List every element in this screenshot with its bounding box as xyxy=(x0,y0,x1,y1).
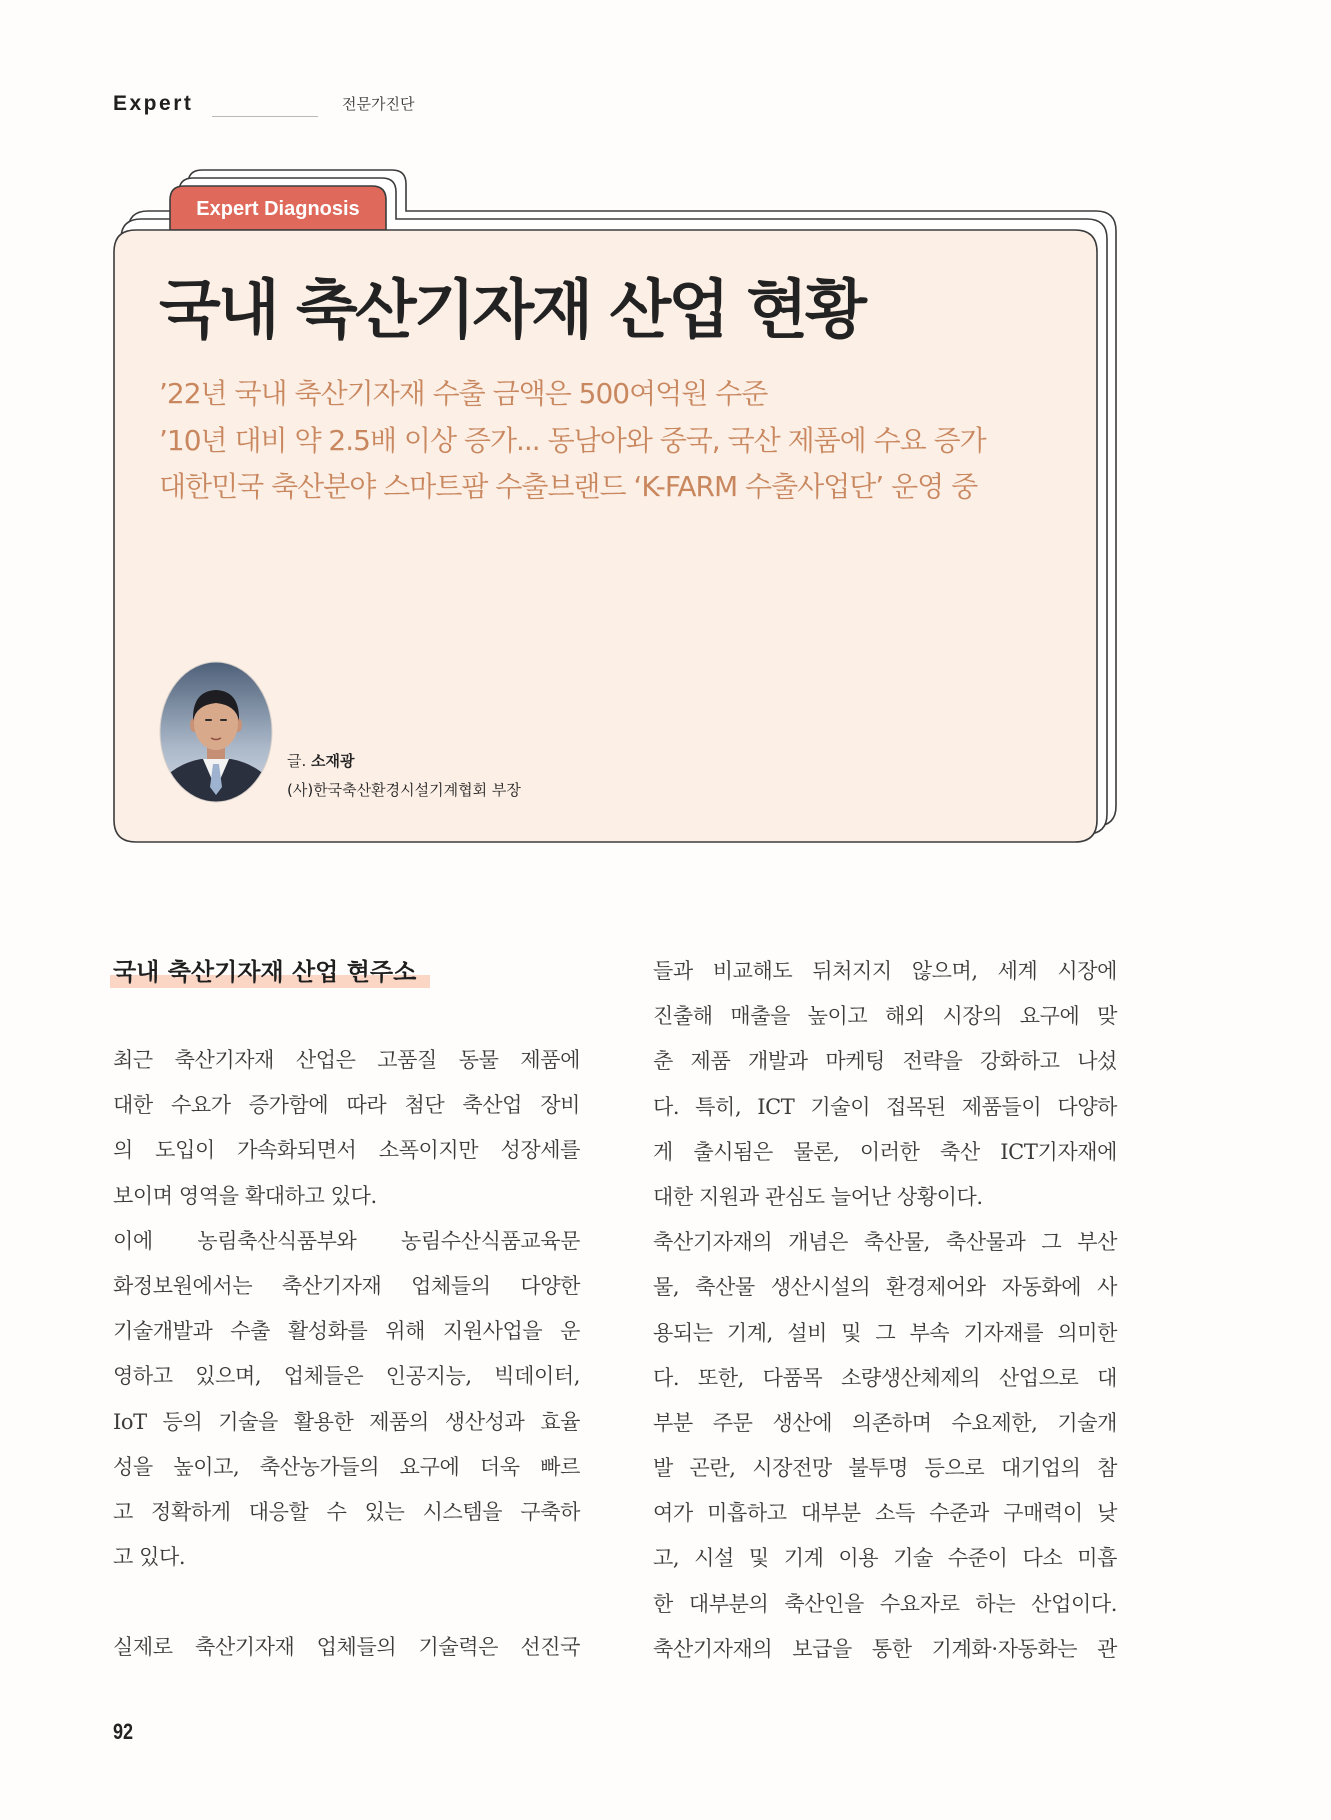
text-line: 춘 제품 개발과 마케팅 전략을 강화하고 나섰 xyxy=(653,1049,1117,1074)
text-line: IoT 등의 기술을 활용한 제품의 생산성과 효율 xyxy=(113,1409,580,1434)
right-column xyxy=(653,949,1117,1672)
text-line: 물, 축산물 생산시설의 환경제어와 자동화에 사 xyxy=(653,1275,1117,1300)
author-byline xyxy=(287,751,355,771)
subtitle-line: ’22년 국내 축산기자재 수출 금액은 500여억원 수준 xyxy=(159,377,768,410)
text-line: 진출해 매출을 높이고 해외 시장의 요구에 맞 xyxy=(653,1004,1117,1029)
text-line: 의 도입이 가속화되면서 소폭이지만 성장세를 xyxy=(113,1138,580,1163)
text-line: 들과 비교해도 뒤처지지 않으며, 세계 시장에 xyxy=(653,959,1117,983)
text-line: 여가 미흡하고 대부분 소득 수준과 구매력이 낮 xyxy=(653,1501,1117,1526)
subtitle-list xyxy=(159,371,1089,511)
text-line: 대한 수요가 증가함에 따라 첨단 축산업 장비 xyxy=(113,1093,580,1118)
text-line: 이에 농림축산식품부와 농림수산식품교육문 xyxy=(113,1228,580,1253)
text-line: 기술개발과 수출 활성화를 위해 지원사업을 운 xyxy=(113,1319,580,1344)
text-line: 대한 지원과 관심도 늘어난 상황이다. xyxy=(653,1184,983,1209)
subtitle-line: 대한민국 축산분야 스마트팜 수출브랜드 ‘K-FARM 수출사업단’ 운영 중 xyxy=(159,470,978,503)
author-affiliation: (사)한국축산환경시설기계협회 부장 xyxy=(287,781,521,799)
text-line: 실제로 축산기자재 업체들의 기술력은 선진국 xyxy=(113,1635,580,1660)
text-line: 게 출시됨은 물론, 이러한 축산 ICT기자재에 xyxy=(653,1139,1117,1164)
text-line: 성을 높이고, 축산농가들의 요구에 더욱 빠르 xyxy=(113,1454,580,1479)
text-line: 부분 주문 생산에 의존하며 수요제한, 기술개 xyxy=(653,1410,1117,1435)
tab-label: Expert Diagnosis xyxy=(196,197,360,220)
text-line: 축산기자재의 개념은 축산물, 축산물과 그 부산 xyxy=(653,1230,1117,1255)
text-line: 용되는 기계, 설비 및 그 부속 기자재를 의미한 xyxy=(653,1320,1117,1345)
text-line: 다. 특히, ICT 기술이 접목된 제품들이 다양하 xyxy=(653,1094,1117,1119)
text-line: 고 정확하게 대응할 수 있는 시스템을 구축하 xyxy=(113,1499,580,1524)
article-title: 국내 축산기자재 산업 현황 xyxy=(159,274,864,348)
section-heading: 국내 축산기자재 산업 현주소 xyxy=(110,953,430,991)
left-column xyxy=(113,1038,580,1671)
paragraph-gap xyxy=(113,1580,580,1625)
subtitle-line: ’10년 대비 약 2.5배 이상 증가... 동남아와 중국, 국산 제품에 수요 증가 xyxy=(159,423,986,457)
text-line: 최근 축산기자재 산업은 고품질 동물 제품에 xyxy=(113,1048,580,1072)
text-line: 고 있다. xyxy=(113,1545,186,1570)
text-line: 한 대부분의 축산인을 수요자로 하는 산업이다. xyxy=(653,1591,1117,1616)
text-line: 발 곤란, 시장전망 불투명 등으로 대기업의 참 xyxy=(653,1456,1117,1481)
section-title: 전문가진단 xyxy=(342,95,415,113)
page-number: 92 xyxy=(113,1719,134,1744)
text-line: 보이며 영역을 확대하고 있다. xyxy=(113,1183,377,1208)
text-line: 다. 또한, 다품목 소량생산체제의 산업으로 대 xyxy=(653,1365,1117,1390)
text-line: 영하고 있으며, 업체들은 인공지능, 빅데이터, xyxy=(113,1364,580,1389)
author-portrait xyxy=(159,661,273,803)
section-label: Expert xyxy=(113,92,194,115)
author-prefix: 글. xyxy=(287,752,307,770)
author-name: 소재광 xyxy=(311,752,355,770)
text-line: 축산기자재의 보급을 통한 기계화·자동화는 관 xyxy=(653,1636,1117,1661)
text-line: 화정보원에서는 축산기자재 업체들의 다양한 xyxy=(113,1273,580,1298)
text-line: 고, 시설 및 기계 이용 기술 수준이 다소 미흡 xyxy=(653,1546,1117,1571)
